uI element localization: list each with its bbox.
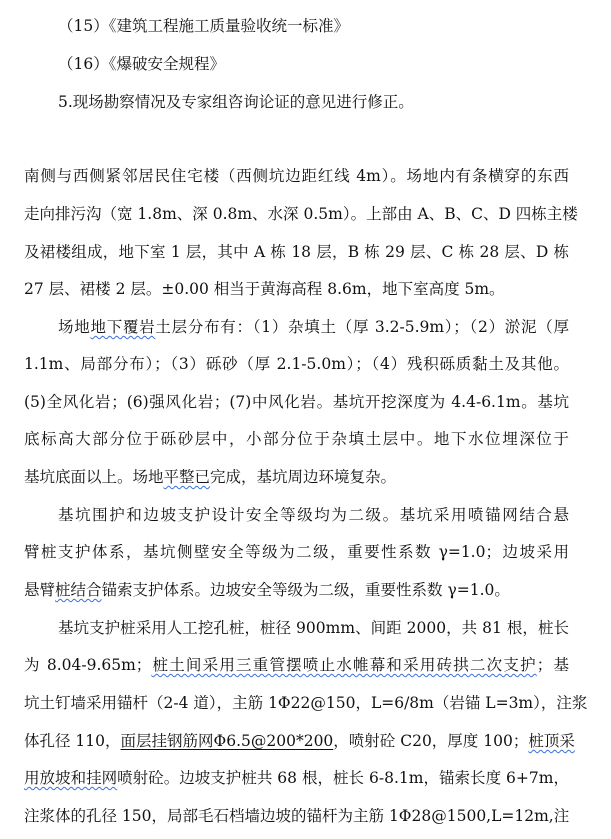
paragraph-line: 走向排污沟（宽 1.8m、深 0.8m、水深 0.5m）。上部由 A、B、C、D 四栋主楼 <box>24 205 578 223</box>
paragraph-line: 1.1m、局部分布）；（3）砾砂（厚 2.1-5.0m）；（4）残积砾质黏土及其他。 <box>24 355 569 373</box>
spellcheck-mark: 平整已 <box>163 468 211 486</box>
paragraph-line: 用放坡和挂网喷射砼。边坡支护桩共 68 根，桩长 6-8.1m，锚索长度 6+7m， <box>24 769 569 787</box>
paragraph-line: 基坑支护桩采用人工挖孔桩，桩径 900mm、间距 2000，共 81 根，桩长 <box>58 619 569 637</box>
paragraph-line: 基坑围护和边坡支护设计安全等级均为二级。基坑采用喷锚网结合悬 <box>58 506 569 524</box>
paragraph-line: 悬臂桩结合锚索支护体系。边坡安全等级为二级，重要性系数 γ=1.0。 <box>24 581 510 599</box>
spellcheck-mark: 桩土间采用三重管摆喷止水帷幕和采用砖拱二次支护 <box>151 656 537 674</box>
paragraph-line: 场地地下覆岩土层分布有：（1）杂填土（厚 3.2-5.9m）；（2）淤泥（厚 <box>58 318 569 336</box>
paragraph-line: 底标高大部分位于砾砂层中，小部分位于杂填土层中。地下水位埋深位于 <box>24 430 569 448</box>
underlined-text: 面层挂钢筋网Φ6.5@200*200 <box>120 732 334 750</box>
paragraph-line: 基坑底面以上。场地平整已完成，基坑周边环境复杂。 <box>24 468 397 486</box>
spellcheck-mark: 地下覆岩 <box>90 318 156 336</box>
spellcheck-mark: 桩顶采 <box>528 732 575 750</box>
list-item-5: 5.现场勘察情况及专家组咨询论证的意见进行修正。 <box>58 93 414 111</box>
spellcheck-mark: 桩结合 <box>55 581 102 599</box>
paragraph-line: (5)全风化岩；(6)强风化岩；(7)中风化岩。基坑开挖深度为 4.4-6.1m。基坑 <box>24 393 569 411</box>
reference-item-16: （16）《爆破安全规程》 <box>58 55 225 73</box>
paragraph-line: 坑土钉墙采用锚杆（2-4 道），主筋 1Φ22@150，L=6/8m（岩锚 L=3m），注浆 <box>24 694 588 712</box>
reference-item-15: （15）《建筑工程施工质量验收统一标准》 <box>58 17 349 35</box>
paragraph-line: 及裙楼组成，地下室 1 层，其中 A 栋 18 层，B 栋 29 层、C 栋 28 层、D 栋 <box>24 243 569 261</box>
paragraph-line: 27 层、裙楼 2 层。±0.00 相当于黄海高程 8.6m，地下室高度 5m。 <box>24 280 505 298</box>
paragraph-line: 注浆体的孔径 150，局部毛石档墙边坡的锚杆为主筋 1Φ28@1500,L=12m,注 <box>24 807 570 825</box>
paragraph-line: 南侧与西侧紧邻居民住宅楼（西侧坑边距红线 4m）。场地内有条横穿的东西 <box>24 167 569 185</box>
paragraph-line: 臂桩支护体系，基坑侧壁安全等级为二级，重要性系数 γ=1.0；边坡采用 <box>24 543 569 561</box>
paragraph-line: 体孔径 110，面层挂钢筋网Φ6.5@200*200，喷射砼 C20，厚度 100；桩顶采 <box>24 732 575 750</box>
paragraph-line: 为 8.04-9.65m；桩土间采用三重管摆喷止水帷幕和采用砖拱二次支护；基 <box>24 656 569 674</box>
spellcheck-mark: 用放坡和挂网 <box>24 769 118 787</box>
